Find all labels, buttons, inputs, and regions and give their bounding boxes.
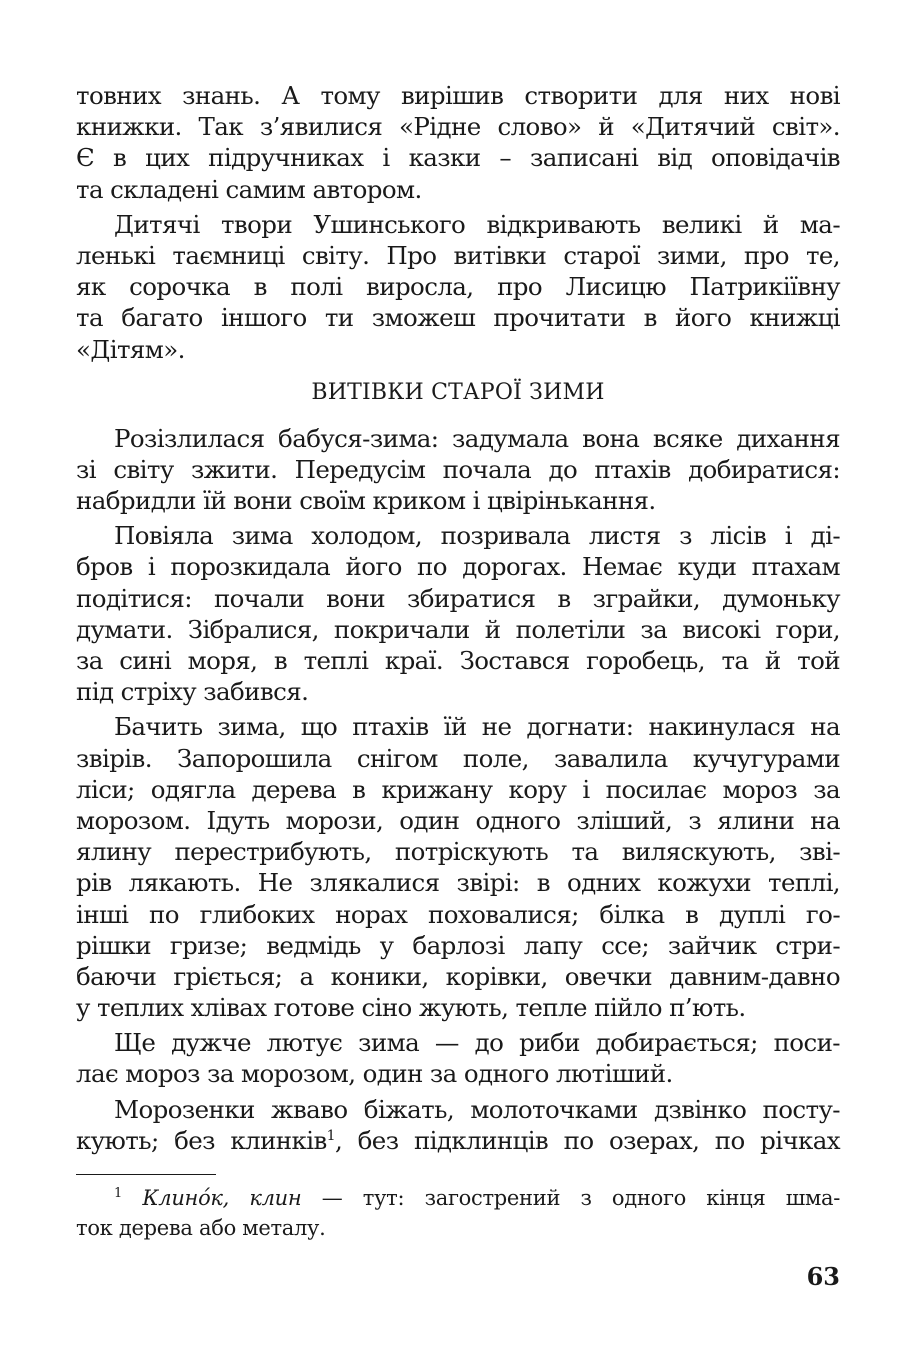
story-paragraph-3 [76, 711, 840, 1023]
text-line: морозом. Ідуть морози, один одного зліший, з ялини на [76, 805, 840, 835]
text-line [76, 1125, 840, 1156]
text-line: та складені самим автором. [76, 174, 422, 204]
text-line: лає мороз за морозом, один за одного лютіший. [76, 1059, 673, 1089]
text-line: ліси; одягла дерева в крижану кору і посилає мороз за [76, 774, 840, 804]
story-paragraph-2 [76, 520, 840, 707]
story-title: ВИТІВКИ СТАРОЇ ЗИМИ [311, 379, 605, 405]
text-line: думати. Зібралися, покричали й полетіли за високі гори, [76, 614, 840, 644]
text-line: рішки гризе; ведмідь у барлозі лапу ссе; зайчик стри- [76, 930, 840, 960]
text-line: Бачить зима, що птахів їй не догнати: накинулася на [114, 712, 840, 742]
text-line: Ще дужче лютує зима — до риби добирається; поси- [114, 1028, 840, 1058]
footnote-divider [76, 1174, 216, 1175]
intro-paragraph-1 [76, 80, 840, 205]
text-line: та багато іншого ти зможеш прочитати в його книжці [76, 303, 840, 333]
text-line: «Дітям». [76, 334, 185, 364]
footnote [76, 1183, 840, 1243]
text-fragment: , без підклинців по озерах, по річках [334, 1125, 840, 1155]
page-number: 63 [806, 1262, 840, 1291]
text-line: Морозенки жваво біжать, молоточками дзвінко посту- [114, 1094, 840, 1124]
text-line: у теплих хлівах готове сіно жують, тепле пійло п’ють. [76, 993, 746, 1023]
text-line: подітися: почали вони збиратися в зграйки, думоньку [76, 583, 840, 613]
text-line: зі світу зжити. Передусім почала до птахів добиратися: [76, 454, 840, 484]
text-line: Повіяла зима холодом, позривала листя з лісів і ді- [114, 521, 840, 551]
footnote-text: — тут: загострений з одного кінця шма- [301, 1186, 840, 1210]
footnote-term: Клино́к, клин [142, 1186, 302, 1210]
footnote-reference[interactable]: 1 [326, 1127, 335, 1144]
text-line: Є в цих підручниках і казки – записані від оповідачів [76, 143, 840, 173]
text-fragment: кують; без клинків [76, 1125, 327, 1155]
text-line: книжки. Так з’явилися «Рідне слово» й «Дитячий світ». [76, 112, 840, 142]
text-line: Дитячі твори Ушинського відкривають великі й ма- [114, 209, 840, 239]
text-line: звірів. Запорошила снігом поле, завалила кучугурами [76, 743, 840, 773]
text-line: бров і порозкидала його по дорогах. Немає куди птахам [76, 552, 840, 582]
text-line: інші по глибоких норах поховалися; білка в дуплі го- [76, 899, 840, 929]
text-line: Розізлилася бабуся-зима: задумала вона всяке дихання [114, 423, 840, 453]
story-paragraph-4 [76, 1027, 840, 1089]
text-line: набридли їй вони своїм криком і цвірінькання. [76, 486, 656, 516]
text-line: як сорочка в полі виросла, про Лисицю Патрикіївну [76, 272, 840, 302]
footnote-line [76, 1183, 840, 1213]
text-line: баючи гріється; а коники, корівки, овечки давним-давно [76, 961, 840, 991]
main-text [76, 80, 840, 1156]
text-line: за сині моря, в теплі краї. Зостався горобець, та й той [76, 646, 840, 675]
text-line: ленькі таємниці світу. Про витівки старої зими, про те, [76, 240, 840, 270]
footnote-line: ток дерева або металу. [76, 1216, 326, 1240]
text-line: ялину перестрибують, потріскують та виляскують, зві- [76, 837, 840, 867]
text-line: під стріху забився. [76, 677, 309, 707]
text-line: рів лякають. Не злякалися звірі: в одних кожухи теплі, [76, 868, 840, 898]
story-paragraph-5 [76, 1094, 840, 1156]
story-paragraph-1 [76, 423, 840, 517]
intro-paragraph-2 [76, 209, 840, 365]
text-line: товних знань. А тому вирішив створити для них нові [76, 81, 840, 110]
footnote-marker: 1 [114, 1186, 122, 1201]
